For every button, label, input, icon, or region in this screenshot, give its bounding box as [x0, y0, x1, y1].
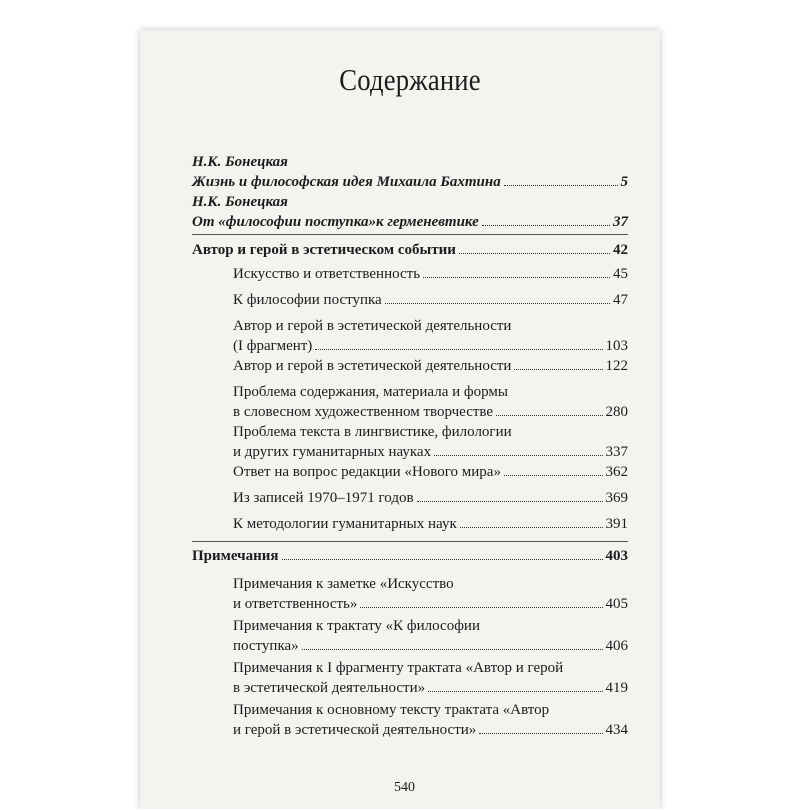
toc-item[interactable] [233, 290, 628, 310]
item-title-cont: и ответственность» [233, 596, 358, 612]
entry-title: От «философии поступка»к герменевтике [192, 214, 479, 230]
toc-entry-prefatory-1[interactable] [192, 152, 628, 192]
toc-item[interactable] [233, 574, 628, 614]
item-title: Из записей 1970–1971 годов [233, 490, 414, 506]
toc-item[interactable] [233, 356, 628, 376]
item-title-cont: в эстетической деятельности» [233, 680, 426, 696]
dot-leader [504, 185, 618, 186]
dot-leader [459, 253, 610, 254]
item-page: 45 [613, 266, 628, 282]
section-title: Примечания [192, 548, 279, 564]
item-page: 47 [613, 292, 628, 308]
item-page: 419 [605, 680, 628, 696]
item-title-cont: и других гуманитарных науках [233, 444, 432, 460]
dot-leader [496, 415, 602, 416]
toc-item[interactable] [233, 422, 628, 462]
item-title: К методологии гуманитарных наук [233, 516, 457, 532]
item-title: Примечания к трактату «К философии [233, 618, 480, 634]
toc-item[interactable] [233, 264, 628, 284]
toc-item[interactable] [233, 382, 628, 422]
item-page: 369 [605, 490, 628, 506]
item-title: К философии поступка [233, 292, 382, 308]
toc-item[interactable] [233, 658, 628, 698]
item-page: 391 [605, 516, 628, 532]
entry-page: 37 [613, 214, 628, 230]
item-page: 434 [605, 722, 628, 738]
item-title: Искусство и ответственность [233, 266, 421, 282]
item-title: Проблема текста в лингвистике, филологии [233, 424, 512, 440]
item-page: 122 [605, 358, 628, 374]
dot-leader [482, 225, 610, 226]
section-page: 42 [613, 242, 628, 258]
toc-item[interactable] [233, 700, 628, 740]
item-page: 337 [605, 444, 628, 460]
dot-leader [315, 349, 602, 350]
dot-leader [460, 527, 603, 528]
item-title: Примечания к заметке «Искусство [233, 576, 454, 592]
toc-item[interactable] [233, 616, 628, 656]
item-title: Проблема содержания, материала и формы [233, 384, 508, 400]
toc-item[interactable] [233, 316, 628, 356]
toc-item[interactable] [233, 488, 628, 508]
item-title: Ответ на вопрос редакции «Нового мира» [233, 464, 501, 480]
item-title-cont: в словесном художественном творчестве [233, 404, 494, 420]
item-title: Автор и герой в эстетической деятельности [233, 318, 512, 334]
dot-leader [504, 475, 603, 476]
dot-leader [282, 559, 603, 560]
toc-section-author-hero[interactable] [192, 240, 628, 260]
item-page: 406 [605, 638, 628, 654]
section-title: Автор и герой в эстетическом событии [192, 242, 456, 258]
entry-title: Жизнь и философская идея Михаила Бахтина [192, 174, 501, 190]
item-title: Примечания к I фрагменту трактата «Автор и герой [233, 660, 564, 676]
dot-leader [302, 649, 603, 650]
toc-item[interactable] [233, 462, 628, 482]
item-title: Автор и герой в эстетической деятельности [233, 358, 512, 374]
entry-page: 5 [620, 174, 628, 190]
item-page: 103 [605, 338, 628, 354]
entry-author: Н.К. Бонецкая [192, 154, 288, 170]
entry-author: Н.К. Бонецкая [192, 194, 288, 210]
item-title-cont: поступка» [233, 638, 299, 654]
dot-leader [385, 303, 610, 304]
dot-leader [417, 501, 603, 502]
entry-title-line [192, 212, 628, 232]
toc-item[interactable] [233, 514, 628, 534]
dot-leader [434, 455, 602, 456]
dot-leader [514, 369, 602, 370]
dot-leader [428, 691, 602, 692]
page-title: Содержание [339, 62, 481, 97]
item-title-cont: (I фрагмент) [233, 338, 313, 354]
item-page: 280 [605, 404, 628, 420]
item-title-cont: и герой в эстетической деятельности» [233, 722, 477, 738]
entry-title-line [192, 172, 628, 192]
section-divider [192, 234, 628, 235]
toc-section-notes[interactable] [192, 546, 628, 566]
dot-leader [479, 733, 602, 734]
page-number: 540 [394, 780, 415, 795]
section-page: 403 [605, 548, 628, 564]
toc-entry-prefatory-2[interactable] [192, 192, 628, 232]
item-page: 362 [605, 464, 628, 480]
item-title: Примечания к основному тексту трактата «Автор [233, 702, 550, 718]
item-page: 405 [605, 596, 628, 612]
dot-leader [360, 607, 602, 608]
dot-leader [423, 277, 610, 278]
section-divider [192, 541, 628, 542]
